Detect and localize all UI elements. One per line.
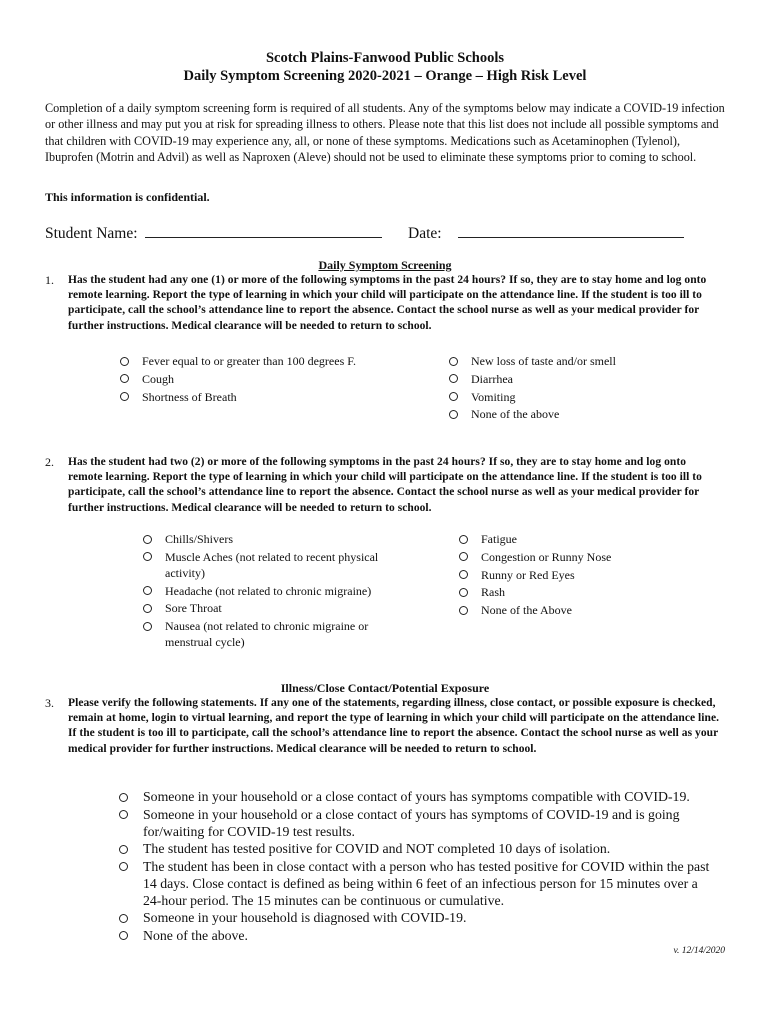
section1-number: 1. xyxy=(45,273,54,287)
checkbox-option[interactable] xyxy=(119,858,719,909)
checkbox-option[interactable] xyxy=(119,840,719,857)
section1-right-options xyxy=(449,353,709,424)
option-label: Shortness of Breath xyxy=(142,389,237,404)
option-label: Someone in your household is diagnosed with COVID-19. xyxy=(143,910,467,925)
option-label: Diarrhea xyxy=(471,371,513,386)
circle-checkbox-icon[interactable] xyxy=(143,535,152,544)
option-label: Fatigue xyxy=(481,532,517,546)
circle-checkbox-icon[interactable] xyxy=(120,392,129,401)
option-label: Congestion or Runny Nose xyxy=(481,549,612,564)
student-name-input-line[interactable] xyxy=(145,223,382,238)
confidential-notice: This information is confidential. xyxy=(45,190,210,204)
section1-left-options xyxy=(120,353,410,406)
section3-options xyxy=(119,788,719,944)
checkbox-option[interactable] xyxy=(449,371,709,387)
section2-question: Has the student had two (2) or more of the following symptoms in the past 24 hours? If so, they are to stay home and log onto remote learning. Report the type of learning in which your child will participate on the attendance line. If the student is too ill to participate, call the school’s attendance line to report the absence. Contact the school nurse as well as your medical provider for further instructions. Medical clearance will be needed to return to school. xyxy=(68,456,702,514)
checkbox-option[interactable] xyxy=(120,371,410,387)
section3-number: 3. xyxy=(45,696,54,710)
student-name-label: Student Name: xyxy=(45,225,138,242)
circle-checkbox-icon[interactable] xyxy=(143,552,152,561)
circle-checkbox-icon[interactable] xyxy=(120,357,129,366)
circle-checkbox-icon[interactable] xyxy=(119,914,128,923)
date-label: Date: xyxy=(408,225,442,242)
circle-checkbox-icon[interactable] xyxy=(119,931,128,940)
date-row xyxy=(408,223,684,243)
circle-checkbox-icon[interactable] xyxy=(449,410,458,419)
checkbox-option[interactable] xyxy=(119,806,719,840)
date-input-line[interactable] xyxy=(458,223,684,238)
checkbox-option[interactable] xyxy=(459,549,689,565)
circle-checkbox-icon[interactable] xyxy=(143,622,152,631)
section3-heading: Illness/Close Contact/Potential Exposure xyxy=(280,681,490,695)
circle-checkbox-icon[interactable] xyxy=(119,862,128,871)
checkbox-option[interactable] xyxy=(120,389,410,405)
intro-paragraph: Completion of a daily symptom screening form is required of all students. Any of the symptoms below may indicate a COVID-19 infection or other illness and may put you at risk for spreading illness to others. Please note that this list does not include all possible symptoms and that children with COVID-19 may experience any, all, or none of these symptoms. Medications such as Acetaminophen (Tylenol), Ibuprofen (Motrin and Advil) as well as Naproxen (Aleve) should not be used to eliminate these symptoms prior to coming to school. xyxy=(45,101,725,165)
option-label: None of the above xyxy=(471,407,560,422)
option-label: Someone in your household or a close contact of yours has symptoms compatible with COVID-19. xyxy=(143,789,690,804)
checkbox-option[interactable] xyxy=(459,584,689,600)
checkbox-option[interactable] xyxy=(119,909,719,926)
option-label: Someone in your household or a close contact of yours has symptoms of COVID-19 and is going for/waiting for COVID-19 test results. xyxy=(143,806,680,839)
section3-question: Please verify the following statements. If any one of the statements, regarding illness, close contact, or possible exposure is checked, remain at home, login to virtual learning, and report the type of learning in which your child will participate on the attendance line. If the student is too ill to participate, call the school’s attendance line to report the absence. Contact the school nurse as well as your medical provider for further instructions. Medical clearance will be needed to return to school. xyxy=(68,697,720,755)
circle-checkbox-icon[interactable] xyxy=(459,606,468,615)
checkbox-option[interactable] xyxy=(119,788,719,805)
option-label: New loss of taste and/or smell xyxy=(471,354,616,368)
version-label: v. 12/14/2020 xyxy=(673,946,725,956)
circle-checkbox-icon[interactable] xyxy=(120,374,129,383)
option-label: Headache (not related to chronic migraine) xyxy=(165,583,372,598)
section2-right-options xyxy=(459,531,689,620)
option-label: Sore Throat xyxy=(165,601,222,616)
circle-checkbox-icon[interactable] xyxy=(459,535,468,544)
circle-checkbox-icon[interactable] xyxy=(119,845,128,854)
circle-checkbox-icon[interactable] xyxy=(449,374,458,383)
option-label: Runny or Red Eyes xyxy=(481,567,575,582)
option-label: Fever equal to or greater than 100 degrees F. xyxy=(142,354,356,368)
circle-checkbox-icon[interactable] xyxy=(119,810,128,819)
circle-checkbox-icon[interactable] xyxy=(459,570,468,579)
checkbox-option[interactable] xyxy=(459,567,689,583)
option-label: The student has been in close contact with a person who has tested positive for COVID within the past 14 days. Close contact is defined as being within 6 feet of an infectious person for 15 minutes over a 24-hour period. The 15 minutes can be continuous or cumulative. xyxy=(143,858,710,908)
option-label: None of the above. xyxy=(143,927,248,943)
option-label: Vomiting xyxy=(471,389,516,404)
checkbox-option[interactable] xyxy=(143,531,413,547)
checkbox-option[interactable] xyxy=(143,549,413,581)
checkbox-option[interactable] xyxy=(449,353,709,369)
option-label: None of the Above xyxy=(481,603,572,618)
checkbox-option[interactable] xyxy=(120,353,410,369)
circle-checkbox-icon[interactable] xyxy=(449,357,458,366)
option-label: Rash xyxy=(481,585,505,600)
circle-checkbox-icon[interactable] xyxy=(449,392,458,401)
checkbox-option[interactable] xyxy=(143,618,413,650)
option-label: Muscle Aches (not related to recent physical activity) xyxy=(165,549,379,580)
circle-checkbox-icon[interactable] xyxy=(143,586,152,595)
student-name-row xyxy=(45,223,382,243)
option-label: Chills/Shivers xyxy=(165,532,234,546)
circle-checkbox-icon[interactable] xyxy=(459,552,468,561)
section2-number: 2. xyxy=(45,455,54,469)
section1-question: Has the student had any one (1) or more of the following symptoms in the past 24 hours? If so, they are to stay home and log onto remote learning. Report the type of learning in which your child will participate on the attendance line. If the student is too ill to participate, call the school’s attendance line to report the absence. Contact the school nurse as well as your medical provider for further instructions. Medical clearance will be needed to return to school. xyxy=(68,274,707,332)
checkbox-option[interactable] xyxy=(459,531,689,547)
circle-checkbox-icon[interactable] xyxy=(459,588,468,597)
section2-left-options xyxy=(143,531,413,652)
checkbox-option[interactable] xyxy=(143,583,413,599)
checkbox-option[interactable] xyxy=(449,389,709,405)
checkbox-option[interactable] xyxy=(459,602,689,618)
option-label: Nausea (not related to chronic migraine or menstrual cycle) xyxy=(165,619,369,650)
circle-checkbox-icon[interactable] xyxy=(143,604,152,613)
section1-heading: Daily Symptom Screening xyxy=(318,258,452,272)
option-label: Cough xyxy=(142,371,175,386)
option-label: The student has tested positive for COVID and NOT completed 10 days of isolation. xyxy=(143,841,611,856)
checkbox-option[interactable] xyxy=(119,927,719,944)
checkbox-option[interactable] xyxy=(449,406,709,422)
school-name-title: Scotch Plains-Fanwood Public Schools xyxy=(265,50,505,66)
form-title: Daily Symptom Screening 2020-2021 – Orange – High Risk Level xyxy=(183,68,587,84)
checkbox-option[interactable] xyxy=(143,600,413,616)
circle-checkbox-icon[interactable] xyxy=(119,793,128,802)
